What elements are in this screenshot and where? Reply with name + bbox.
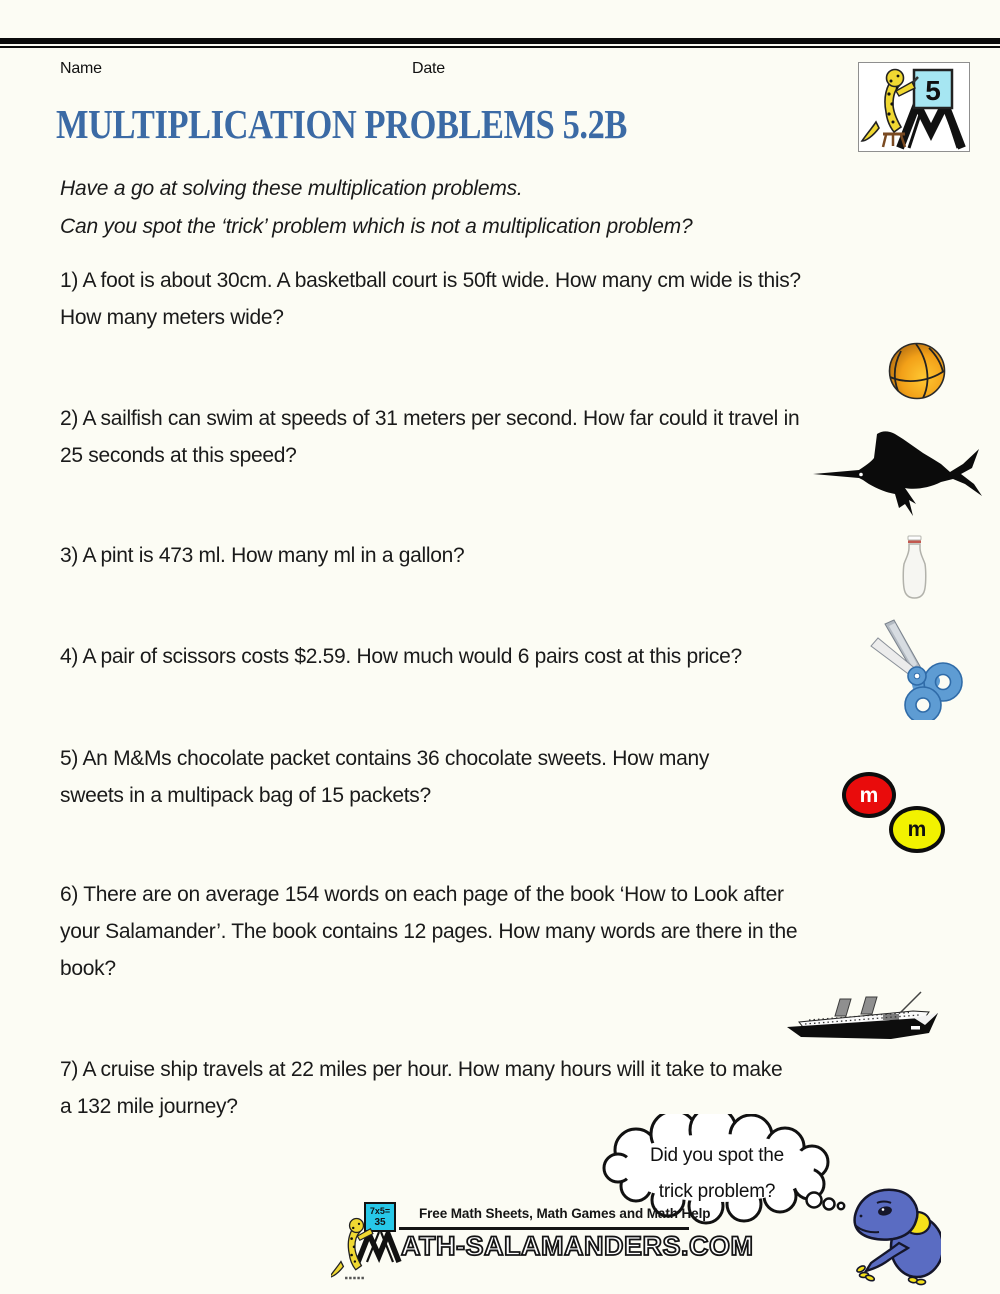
scissors-icon: [869, 618, 971, 720]
mm-yellow-candy: [889, 806, 945, 853]
grade-number: 5: [925, 75, 941, 106]
footer-sign-line-1: 7x5=: [369, 1206, 391, 1216]
mm-red-candy: [842, 772, 896, 818]
intro-line-2: Can you spot the ‘trick’ problem which is not a multiplication problem?: [60, 215, 693, 238]
name-label: Name: [60, 60, 102, 77]
page-title: MULTIPLICATION PROBLEMS 5.2B: [56, 101, 627, 147]
footer-logo: [331, 1200, 403, 1292]
footer-site-text: ATH-SALAMANDERS.COM: [401, 1231, 754, 1261]
grade-logo: [858, 62, 970, 152]
problem-line: 2) A sailfish can swim at speeds of 31 meters per second. How far could it travel in: [60, 407, 800, 430]
problem-line: 25 seconds at this speed?: [60, 444, 297, 467]
footer-divider: [399, 1227, 689, 1230]
candy-letter: m: [907, 818, 927, 841]
sailfish-icon: [813, 428, 983, 520]
problem-line: 6) There are on average 154 words on each page of the book ‘How to Look after: [60, 883, 784, 906]
milk-bottle-icon: [901, 535, 928, 600]
problem-3: [60, 537, 464, 574]
problem-line: 5) An M&Ms chocolate packet contains 36 chocolate sweets. How many: [60, 747, 710, 770]
top-rule-thin: [0, 46, 1000, 48]
bubble-line-2: trick problem?: [658, 1181, 776, 1202]
problem-line: sweets in a multipack bag of 15 packets?: [60, 784, 431, 807]
intro-line-1: Have a go at solving these multiplication problems.: [60, 177, 523, 200]
problem-line: 7) A cruise ship travels at 22 miles per hour. How many hours will it take to make: [60, 1058, 783, 1081]
bubble-line-1: Did you spot the: [649, 1145, 785, 1166]
problem-line: book?: [60, 957, 116, 980]
problem-line: 1) A foot is about 30cm. A basketball court is 50ft wide. How many cm wide is this?: [60, 269, 801, 292]
basketball-icon: [888, 342, 948, 402]
problem-line: your Salamander’. The book contains 12 pages. How many words are there in the: [60, 920, 798, 943]
blue-salamander-icon: [851, 1185, 941, 1287]
problem-1: [60, 262, 801, 336]
problem-2: [60, 400, 799, 474]
footer-sign-line-2: 35: [374, 1217, 386, 1228]
problem-5: [60, 740, 709, 814]
problem-4: [60, 638, 742, 675]
cruise-ship-icon: [783, 990, 941, 1043]
intro-text: [60, 170, 692, 246]
problem-line: a 132 mile journey?: [60, 1095, 238, 1118]
m-logo-icon: [900, 104, 962, 148]
footer-tagline: Free Math Sheets, Math Games and Math Help: [419, 1206, 711, 1221]
problem-line: How many meters wide?: [60, 306, 284, 329]
grade-logo-icon: [859, 63, 969, 151]
problem-6: [60, 876, 797, 987]
candy-letter: m: [859, 783, 879, 807]
problem-line: 4) A pair of scissors costs $2.59. How much would 6 pairs cost at this price?: [60, 645, 742, 668]
thought-bubble-text: [612, 1138, 822, 1210]
problem-line: 3) A pint is 473 ml. How many ml in a gallon?: [60, 544, 465, 567]
date-label: Date: [412, 60, 445, 77]
top-rule-thick: [0, 38, 1000, 44]
